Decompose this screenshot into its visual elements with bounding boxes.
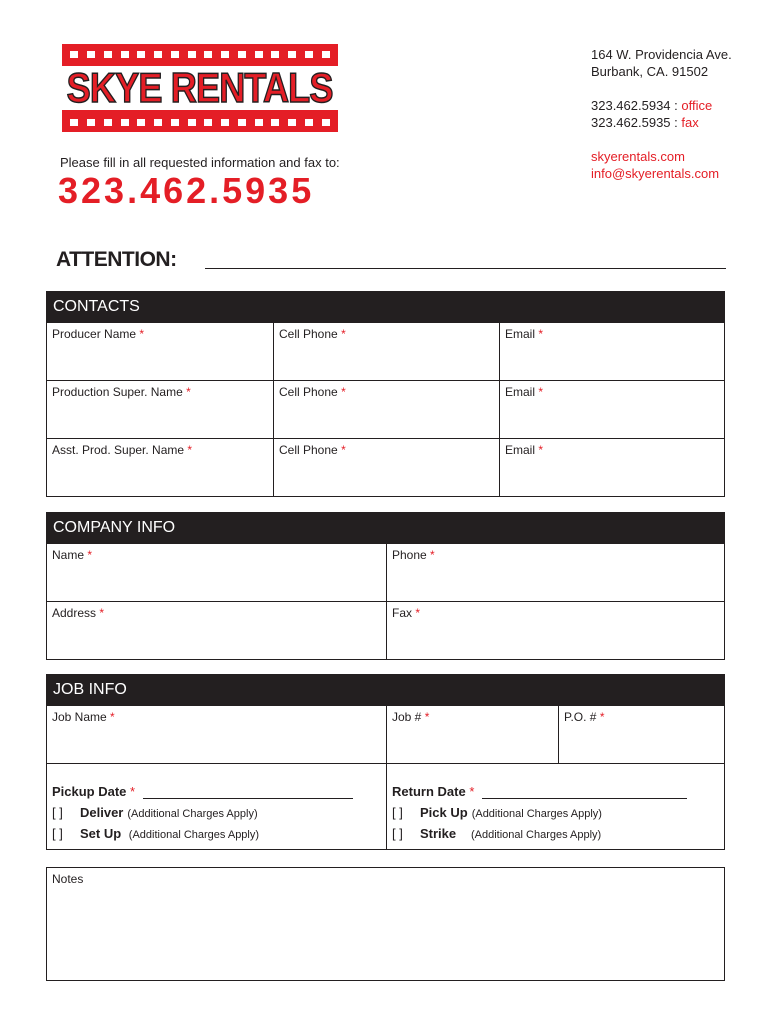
attention-field[interactable] — [205, 268, 726, 269]
email-link[interactable]: info@skyerentals.com — [591, 166, 720, 181]
notes-field[interactable] — [46, 867, 725, 981]
producer-phone-field[interactable]: Cell Phone * — [273, 323, 499, 380]
company-address-field[interactable]: Address * — [52, 606, 105, 620]
production-super-name-field[interactable]: Production Super. Name * — [52, 385, 191, 399]
logo-text: SKYE RENTALS — [67, 64, 333, 111]
production-super-phone-field[interactable]: Cell Phone * — [273, 381, 499, 438]
skye-rentals-logo — [62, 44, 338, 132]
po-number-field[interactable]: P.O. # * — [558, 706, 724, 763]
contact-row-asst-prod-super — [47, 438, 724, 496]
return-date-field[interactable]: Return Date * — [392, 784, 719, 799]
pickup-checkbox[interactable]: [ ] Pick Up (Additional Charges Apply) — [392, 805, 602, 820]
job-info-header: JOB INFO — [47, 675, 724, 705]
website-link[interactable]: skyerentals.com — [591, 149, 685, 164]
office-phone: 323.462.5934 : office — [591, 98, 713, 113]
address-line-1: 164 W. Providencia Ave. — [591, 47, 732, 62]
contacts-section — [46, 291, 725, 497]
company-info-section — [46, 512, 725, 660]
company-name-field[interactable]: Name * — [52, 548, 93, 562]
setup-checkbox[interactable]: [ ] Set Up (Additional Charges Apply) — [52, 826, 260, 841]
pickup-cell — [47, 764, 386, 849]
producer-name-field[interactable]: Producer Name * — [52, 327, 145, 341]
deliver-checkbox[interactable]: [ ] Deliver (Additional Charges Apply) — [52, 805, 258, 820]
producer-email-field[interactable]: Email * — [499, 323, 724, 380]
fax-instruction: Please fill in all requested information and fax to: — [60, 155, 340, 170]
company-fax-field[interactable]: Fax * — [386, 602, 724, 659]
notes-label: Notes — [52, 872, 84, 886]
strike-checkbox[interactable]: [ ] Strike (Additional Charges Apply) — [392, 826, 602, 841]
fax-phone: 323.462.5935 : fax — [591, 115, 699, 130]
asst-prod-super-email-field[interactable]: Email * — [499, 439, 724, 496]
production-super-email-field[interactable]: Email * — [499, 381, 724, 438]
company-info-header: COMPANY INFO — [47, 513, 724, 543]
company-phone-field[interactable]: Phone * — [386, 544, 724, 601]
return-cell — [386, 764, 724, 849]
film-strip-top — [62, 47, 338, 61]
fax-number-large: 323.462.5935 — [58, 170, 315, 211]
pickup-date-field[interactable]: Pickup Date * — [52, 784, 381, 799]
contact-row-production-super — [47, 380, 724, 438]
contact-row-producer — [47, 322, 724, 380]
asst-prod-super-phone-field[interactable]: Cell Phone * — [273, 439, 499, 496]
asst-prod-super-name-field[interactable]: Asst. Prod. Super. Name * — [52, 443, 193, 457]
attention-label: ATTENTION: — [56, 248, 177, 271]
address-line-2: Burbank, CA. 91502 — [591, 64, 709, 79]
job-name-field[interactable]: Job Name * — [52, 710, 115, 724]
film-strip-bottom — [62, 115, 338, 129]
job-number-field[interactable]: Job # * — [386, 706, 558, 763]
contacts-header: CONTACTS — [47, 292, 724, 322]
job-info-section — [46, 674, 725, 850]
company-contact-block — [591, 46, 732, 182]
